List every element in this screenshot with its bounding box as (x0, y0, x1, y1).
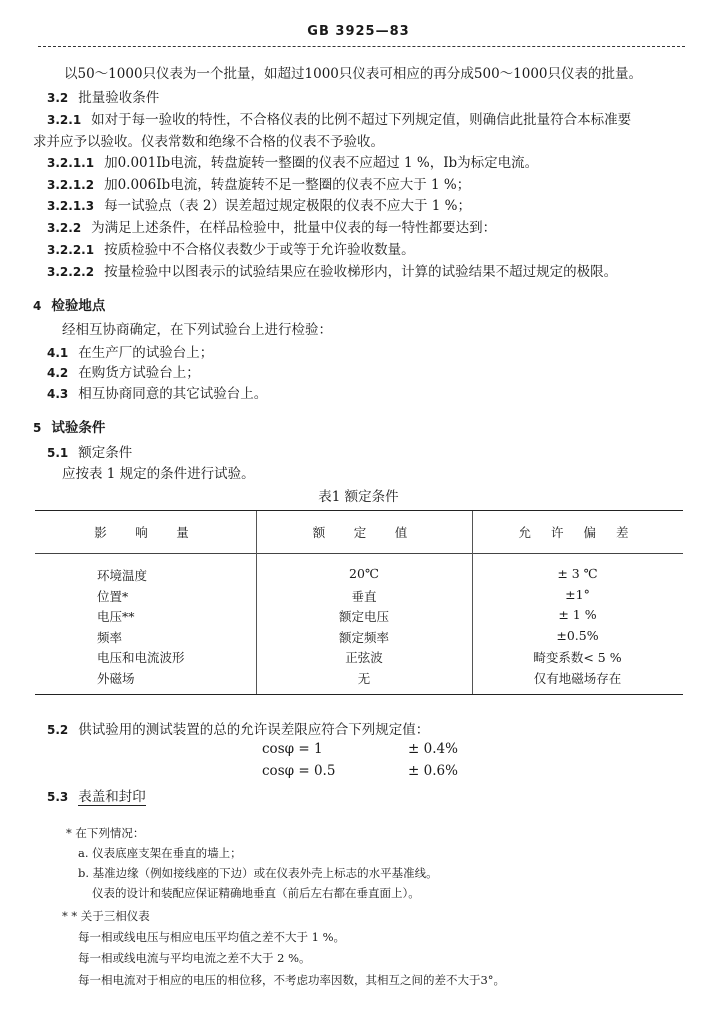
section-text: 按质检验中不合格仪表数少于或等于允许验收数量。 (104, 242, 415, 258)
section-4-1 (47, 343, 213, 363)
table-cell-tolerance: ± 1 % (558, 607, 597, 622)
section-text: 为满足上述条件，在样品检验中，批量中仪表的每一特性都要达到： (91, 220, 497, 236)
section-4-intro: 经相互协商确定，在下列试验台上进行检验： (62, 322, 332, 338)
section-4-heading (33, 296, 105, 316)
section-5-2 (47, 720, 429, 740)
formula-tolerance: ± 0.4% (408, 741, 458, 757)
section-3-2-2-1 (47, 240, 415, 260)
table-bottom-rule (35, 694, 683, 695)
table-header-tolerance: 允 许 偏 差 (518, 525, 637, 540)
section-5-heading (33, 418, 105, 438)
standard-code-header: GB 3925—83 (307, 24, 410, 39)
section-3-2-1-2 (47, 175, 470, 195)
footnote-2-line3: 每一相电流对于相应的电压的相位移，不考虑功率因数，其相互之间的差不大于3°。 (78, 973, 506, 987)
section-number: 4 (33, 299, 42, 313)
section-3-2-1-3 (47, 196, 471, 216)
table-cell-tolerance: 畸变系数< 5 % (533, 650, 622, 665)
table-header-rated-value: 额 定 值 (312, 525, 416, 540)
footnote-1-b: b. 基准边缘（例如接线座的下边）或在仪表外壳上标志的水平基准线。 (78, 866, 438, 880)
formula-tolerance: ± 0.6% (408, 763, 458, 779)
section-3-2-2 (47, 218, 496, 238)
section-number: 5.1 (47, 446, 69, 460)
section-3-2-1 (47, 110, 631, 130)
section-number: 3.2 (47, 91, 69, 105)
section-text: 每一试验点（表 2）误差超过规定极限的仪表不应大于 1 %； (104, 198, 471, 214)
table-cell-rated-value: 正弦波 (345, 650, 383, 665)
section-number: 4.2 (47, 366, 69, 380)
table-cell-rated-value: 无 (357, 670, 371, 686)
table-title: 表1 额定条件 (318, 489, 399, 505)
section-number: 3.2.1.3 (47, 199, 95, 213)
section-text: 按量检验中以图表示的试验结果应在验收梯形内，计算的试验结果不超过规定的极限。 (104, 264, 618, 280)
section-number: 4.1 (47, 346, 69, 360)
table-cell-rated-value: 额定频率 (338, 629, 389, 645)
section-number: 3.2.1 (47, 113, 82, 127)
footnote-2-line2: 每一相或线电流与平均电流之差不大于 2 %。 (78, 951, 311, 965)
section-4-3 (47, 384, 267, 404)
section-4-2 (47, 363, 200, 383)
footnote-2-line1: 每一相或线电压与相应电压平均值之差不大于 1 %。 (78, 930, 346, 944)
section-number: 3.2.2 (47, 221, 82, 235)
table-cell-influence: 位置* (97, 588, 129, 604)
table-cell-tolerance: ± 3 ℃ (557, 566, 598, 581)
table-cell-influence: 外磁场 (97, 670, 135, 686)
section-title: 检验地点 (51, 298, 106, 314)
section-3-2-1-cont: 求并应予以验收。仪表常数和绝缘不合格的仪表不予验收。 (33, 134, 384, 150)
footnote-1-title: * 在下列情况： (66, 826, 145, 840)
section-text: 表盖和封印 (78, 789, 146, 805)
table-top-rule (35, 510, 683, 511)
formula-expression: cosφ = 1 (262, 741, 323, 757)
section-number: 3.2.1.1 (47, 156, 95, 170)
section-5-1 (47, 443, 132, 463)
section-3-2-1-1 (47, 153, 538, 173)
section-text: 加0.001Ib电流，转盘旋转一整圈的仪表不应超过 1 %，Ib为标定电流。 (104, 155, 539, 171)
footnote-2-title: * * 关于三相仪表 (62, 909, 150, 923)
table-cell-tolerance: 仅有地磁场存在 (533, 670, 622, 686)
section-3-2-2-2 (47, 262, 617, 282)
section-text: 相互协商同意的其它试验台上。 (78, 386, 268, 402)
section-number: 4.3 (47, 387, 69, 401)
table-cell-influence: 频率 (97, 629, 123, 645)
header-divider (38, 46, 685, 47)
table-header-rule (35, 553, 683, 554)
section-title: 额定条件 (78, 445, 133, 461)
table-cell-tolerance: ±1° (565, 586, 590, 602)
footnote-1-c: 仪表的设计和装配应保证精确地垂直（前后左右都在垂直面上）。 (92, 886, 420, 900)
intro-paragraph: 以50～1000只仪表为一个批量，如超过1000只仪表可相应的再分成500～1000只仪表的批量。 (64, 66, 643, 82)
table-cell-influence: 电压** (97, 609, 135, 624)
section-title: 批量验收条件 (78, 90, 160, 106)
table-cell-rated-value: 20℃ (349, 566, 379, 581)
section-number: 3.2.2.1 (47, 243, 95, 257)
formula-expression: cosφ = 0.5 (262, 763, 336, 779)
section-5-1-text: 应按表 1 规定的条件进行试验。 (62, 466, 255, 482)
section-number: 5.2 (47, 723, 69, 737)
table-cell-rated-value: 额定电压 (338, 609, 389, 624)
section-number: 3.2.1.2 (47, 178, 95, 192)
section-number: 5 (33, 421, 42, 435)
table-cell-influence: 环境温度 (97, 568, 148, 583)
section-number: 3.2.2.2 (47, 265, 95, 279)
section-3-2 (47, 88, 159, 108)
footnote-1-a: a. 仪表底座支架在垂直的墙上； (78, 846, 242, 860)
section-text: 供试验用的测试装置的总的允许误差限应符合下列规定值： (78, 722, 430, 738)
section-text: 在生产厂的试验台上； (78, 345, 214, 361)
section-text: 在购货方试验台上； (78, 365, 200, 381)
section-5-3 (47, 787, 146, 807)
table-cell-tolerance: ±0.5% (556, 627, 599, 643)
table-cell-influence: 电压和电流波形 (97, 650, 185, 665)
section-number: 5.3 (47, 790, 69, 804)
section-text: 加0.006Ib电流，转盘旋转不足一整圈的仪表不应大于 1 %； (104, 177, 471, 193)
table-cell-rated-value: 垂直 (351, 588, 377, 604)
section-text: 如对于每一验收的特性，不合格仪表的比例不超过下列规定值，则确信此批量符合本标准要 (91, 112, 632, 128)
table-header-influence: 影 响 量 (94, 525, 197, 540)
section-title: 试验条件 (51, 420, 106, 436)
